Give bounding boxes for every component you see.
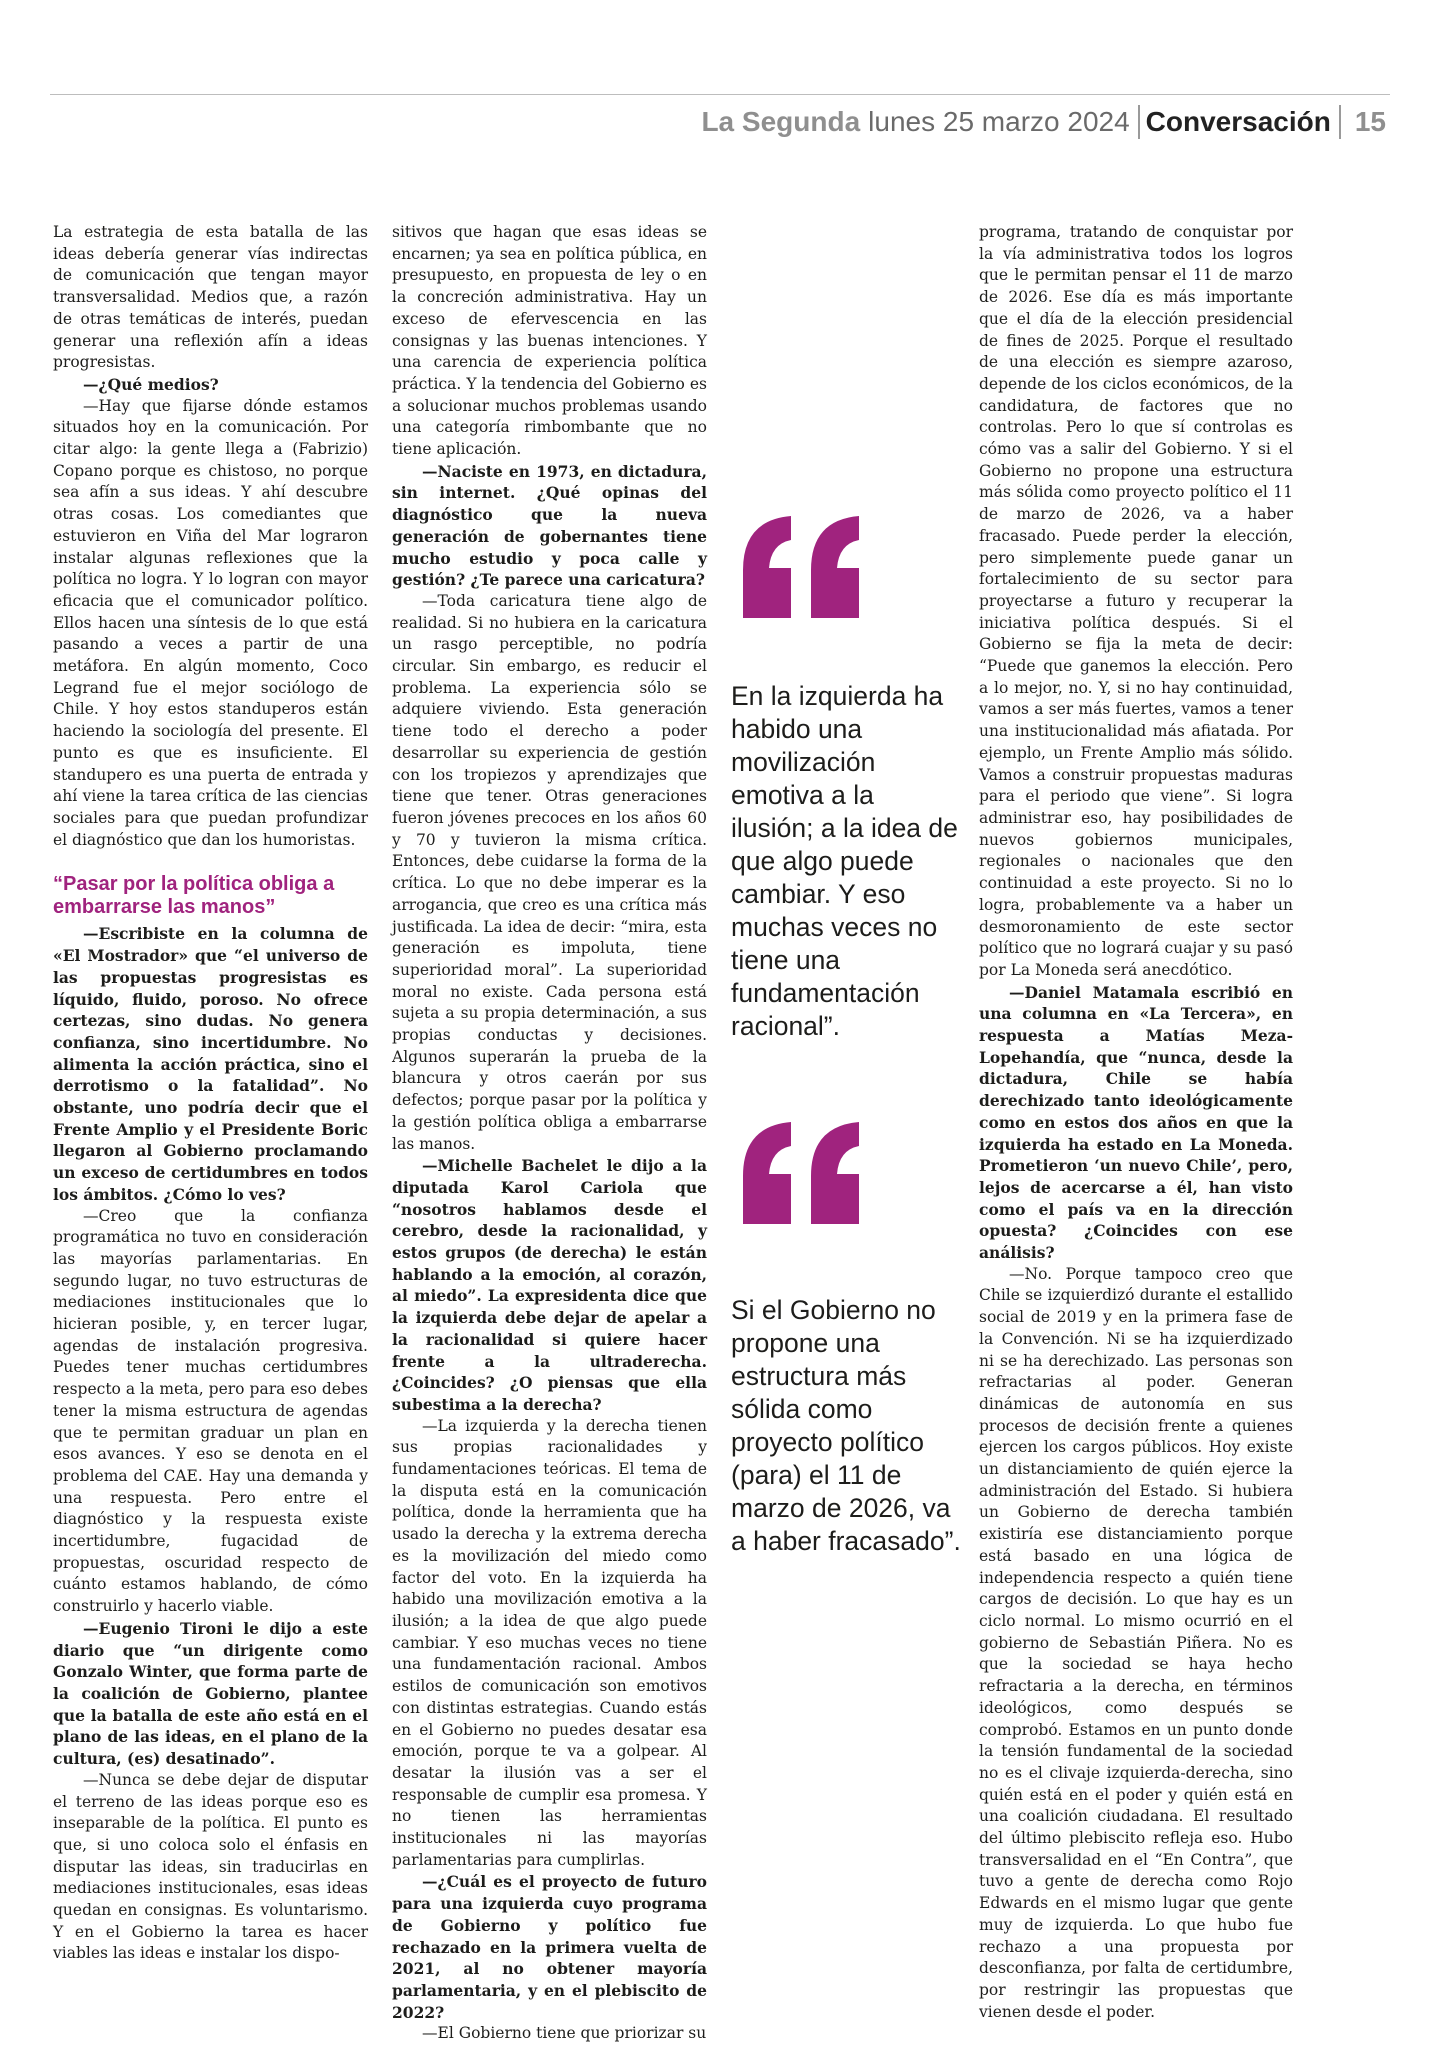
paragraph: —Hay que fijarse dónde estamos situados hoy en la comunicación. Por citar algo: la gente llega a (Fabrizio) Copano porque es chistoso, no porque sea afín a sus ideas. Y ahí descubre otras cosas. Los comediantes que estuvieron en Viña del Mar lograron instalar algunas reflexiones que la política no logra. Y lo logran con mayor eficacia que el comunicador político. Ellos hacen una síntesis de lo que está pasando a veces a partir de una metáfora. En algún momento, Coco Legrand fue el mejor sociólogo de Chile. Y hoy estos standuperos están haciendo la sociología del presente. El punto es que es insuficiente. El standupero es una puerta de entrada y ahí viene la tarea crítica de las ciencias sociales para que puedan profundizar el diagnóstico que dan los humoristas.: [53, 396, 368, 849]
interview-question: —Daniel Matamala escribió en una columna en «La Tercera», en respuesta a Matías Meza-Lopehandía, que “nunca, desde la dictadura, Chile se había derechizado tanto ideológicamente como en estos dos años en que la izquierda ha estado en La Moneda. Prometieron ‘un nuevo Chile’, pero, lejos de acercarse a él, han visto como el país va en la dirección opuesta? ¿Coincides con ese análisis?: [979, 982, 1293, 1263]
masthead-separator: [1339, 105, 1341, 139]
paragraph: —Creo que la confianza programática no tuvo en consideración las mayorías parlamentarias. En segundo lugar, no tuvo estructuras de mediaciones institucionales que lo hicieran posible, y, en tercer lugar, agendas de instalación progresiva. Puedes tener muchas certidumbres respecto a la meta, pero para eso debes tener la misma estructura de agendas que te permitan graduar un plan en esos avances. Y eso se denota en el problema del CAE. Hay una demanda y una respuesta. Pero entre el diagnóstico y la respuesta existe incertidumbre, fugacidad de propuestas, oscuridad respecto de cuánto estamos hablando, de cómo construirlo y hacerlo viable.: [53, 1206, 368, 1616]
interview-question: —Michelle Bachelet le dijo a la diputada Karol Cariola que “nosotros hablamos desde el cerebro, desde la racionalidad, y estos grupos (de derecha) le están hablando a la emoción, al corazón, al miedo”. La expresidenta dice que la izquierda debe dejar de apelar a la racionalidad si quiere hacer frente a la ultraderecha. ¿Coincides? ¿O piensas que ella subestima a la derecha?: [392, 1156, 707, 1414]
newspaper-name: La Segunda: [701, 106, 861, 137]
pull-quote-text: Si el Gobierno no propone una estructura más sólida como proyecto político (para) el 11 de marzo de 2026, va a haber fracasado”.: [731, 1295, 961, 1556]
masthead-separator: [1138, 105, 1140, 139]
pull-quote-1: [731, 510, 963, 1043]
paragraph: —No. Porque tampoco creo que Chile se izquierdizó durante el estallido social de 2019 y en la primera fase de la Convención. Ni se ha izquierdizado ni se ha derechizado. Las personas son refractarias al poder. Generan dinámicas de autonomía en sus procesos de decisión frente a quienes ejercen los cargos públicos. Hoy existe un distanciamiento de quién ejerce la administración del Estado. Si hubiera un Gobierno de derecha también existiría ese distanciamiento porque está basado en una lógica de independencia respecto a quién tiene cargos de decisión. Lo que hay es un ciclo normal. Lo mismo ocurrió en el gobierno de Sebastián Piñera. No es que la sociedad se haya hecho refractaria a la derecha, en términos ideológicos, como después se comprobó. Estamos en un punto donde la tensión fundamental de la sociedad no es el clivaje izquierda-derecha, sino quién está en el poder y quién está en una coalición ciudadana. El resultado del último plebiscito refleja eso. Hubo transversalidad en el “En Contra”, que tuvo a gente de derecha como Rojo Edwards en el mismo lugar que gente muy de izquierda. Lo que hubo fue rechazo a una propuesta por desconfianza, por falta de certidumbre, por restringir las propuestas que vienen desde el poder.: [979, 1264, 1293, 2021]
pull-quote-text: En la izquierda ha habido una movilización emotiva a la ilusión; a la idea de que algo puede cambiar. Y eso muchas veces no tiene una fundamentación racional”.: [731, 681, 958, 1041]
page-number: 15: [1354, 106, 1386, 137]
section-name: Conversación: [1145, 106, 1331, 137]
quote-mark-icon: [731, 1116, 871, 1236]
article-column-4: [979, 222, 1293, 2023]
pull-quote-2: [731, 1116, 963, 1558]
paragraph: —Toda caricatura tiene algo de realidad. Si no hubiera en la caricatura un rasgo perceptible, no podría circular. Sin embargo, es reducir el problema. La experiencia sólo se adquiere viviendo. Esta generación tiene todo el derecho a poder desarrollar su experiencia de gestión con los tropiezos y aprendizajes que tiene que tener. Otras generaciones fueron jóvenes precoces en los años 60 y 70 y tuvieron la misma crítica. Entonces, debe cuidarse la forma de la crítica. Lo que no debe imperar es la arrogancia, que creo es una crítica más justificada. La idea de decir: “mira, esta generación es impoluta, tiene superioridad moral”. La superioridad moral no existe. Cada persona está sujeta a su propia determinación, a sus propias conductas y decisiones. Algunos superarán la prueba de la blancura y otros caerán por sus defectos; porque pasar por la política y la gestión política obliga a embarrarse las manos.: [392, 591, 707, 1153]
interview-question: —Naciste en 1973, en dictadura, sin internet. ¿Qué opinas del diagnóstico que la nueva generación de gobernantes tiene mucho estudio y poca calle y gestión? ¿Te parece una caricatura?: [392, 461, 707, 590]
paragraph: La estrategia de esta batalla de las ideas debería generar vías indirectas de comunicación que tengan mayor transversalidad. Medios que, a razón de otras temáticas de interés, puedan generar una reflexión afín a ideas progresistas.: [53, 223, 368, 372]
section-subhead: “Pasar por la política obliga a embarrarse las manos”: [53, 873, 335, 919]
masthead: [701, 101, 1386, 143]
article-column-1: [53, 222, 368, 1965]
interview-question: —¿Qué medios?: [83, 374, 219, 394]
paragraph: —La izquierda y la derecha tienen sus propias racionalidades y fundamentaciones teóricas. El tema de la disputa está en la comunicación política, donde la herramienta que ha usado la derecha y la extrema derecha es la movilización del miedo como factor del voto. En la izquierda ha habido una movilización emotiva a la ilusión; a la idea de que algo puede cambiar. Y eso muchas veces no tiene una fundamentación racional. Ambos estilos de comunicación son emotivos con distintas estrategias. Cuando estás en el Gobierno no puedes desatar esa emoción, porque te va a golpear. Al desatar la ilusión vas a ser el responsable de cumplir esa promesa. Y no tienen las herramientas institucionales ni las mayorías parlamentarias para cumplirlas.: [392, 1416, 707, 1869]
paragraph: —Nunca se debe dejar de disputar el terreno de las ideas porque eso es inseparable de la política. El punto es que, si uno coloca solo el énfasis en disputar las ideas, sin traducirlas en mediaciones institucionales, esas ideas quedan en consignas. Es voluntarismo. Y en el Gobierno la tarea es hacer viables las ideas e instalar los dispo-: [53, 1770, 368, 1963]
article-column-2: [392, 222, 707, 2045]
paragraph: sitivos que hagan que esas ideas se encarnen; ya sea en política pública, en presupuesto, en propuesta de ley o en la concreción administrativa. Hay un exceso de efervescencia en las consignas y las buenas intenciones. Y una carencia de experiencia política práctica. Y la tendencia del Gobierno es a solucionar muchos problemas usando una categoría rimbombante que no tiene aplicación.: [392, 223, 707, 459]
issue-date: lunes 25 marzo 2024: [868, 106, 1130, 137]
quote-mark-icon: [731, 510, 871, 630]
interview-question: —Eugenio Tironi le dijo a este diario que “un dirigente como Gonzalo Winter, que forma parte de la coalición de Gobierno, plantee que la batalla de este año está en el plano de las ideas, en el plano de la cultura, (es) desatinado”.: [53, 1618, 368, 1769]
header-rule: [50, 94, 1390, 95]
interview-question: —Escribiste en la columna de «El Mostrador» que “el universo de las propuestas progresistas es líquido, fluido, poroso. No ofrece certezas, sino dudas. No genera confianza, sino incertidumbre. No alimenta la acción práctica, sino el derrotismo o la fatalidad”. No obstante, uno podría decir que el Frente Amplio y el Presidente Boric llegaron al Gobierno proclamando un exceso de certidumbres en todos los ámbitos. ¿Cómo lo ves?: [53, 924, 368, 1204]
paragraph: programa, tratando de conquistar por la vía administrativa todos los logros que le permitan pensar el 11 de marzo de 2026. Ese día es más importante que el día de la elección presidencial de fines de 2025. Porque el resultado de una elección es siempre azaroso, depende de los ciclos económicos, de la candidatura, de factores que no controlas. Pero lo que sí controlas es cómo vas a salir del Gobierno. Y si el Gobierno no propone una estructura más sólida como proyecto político el 11 de marzo de 2026, va a haber fracasado. Puede perder la elección, pero simplemente puede ganar un fortalecimiento de su sector para proyectarse a futuro y recuperar la iniciativa política después. Si el Gobierno se fija la meta de decir: “Puede que ganemos la elección. Pero a lo mejor, no. Y, si no hay continuidad, vamos a ser más fuertes, vamos a tener una institucionalidad más afiatada. Por ejemplo, un Frente Amplio más sólido. Vamos a construir propuestas maduras para el periodo que viene”. Si logra administrar eso, hay posibilidades de nuevos gobiernos municipales, regionales o nacionales que den continuidad a este proyecto. Si no lo logra, probablemente va a haber un desmoronamiento de este sector político que no logrará cuajar y su pasó por La Moneda será anecdótico.: [979, 223, 1293, 979]
interview-question: —¿Cuál es el proyecto de futuro para una izquierda cuyo programa de Gobierno y político fue rechazado en la primera vuelta de 2021, al no obtener mayoría parlamentaria, y en el plebiscito de 2022?: [392, 1872, 707, 2022]
paragraph: —El Gobierno tiene que priorizar su: [422, 2024, 707, 2043]
